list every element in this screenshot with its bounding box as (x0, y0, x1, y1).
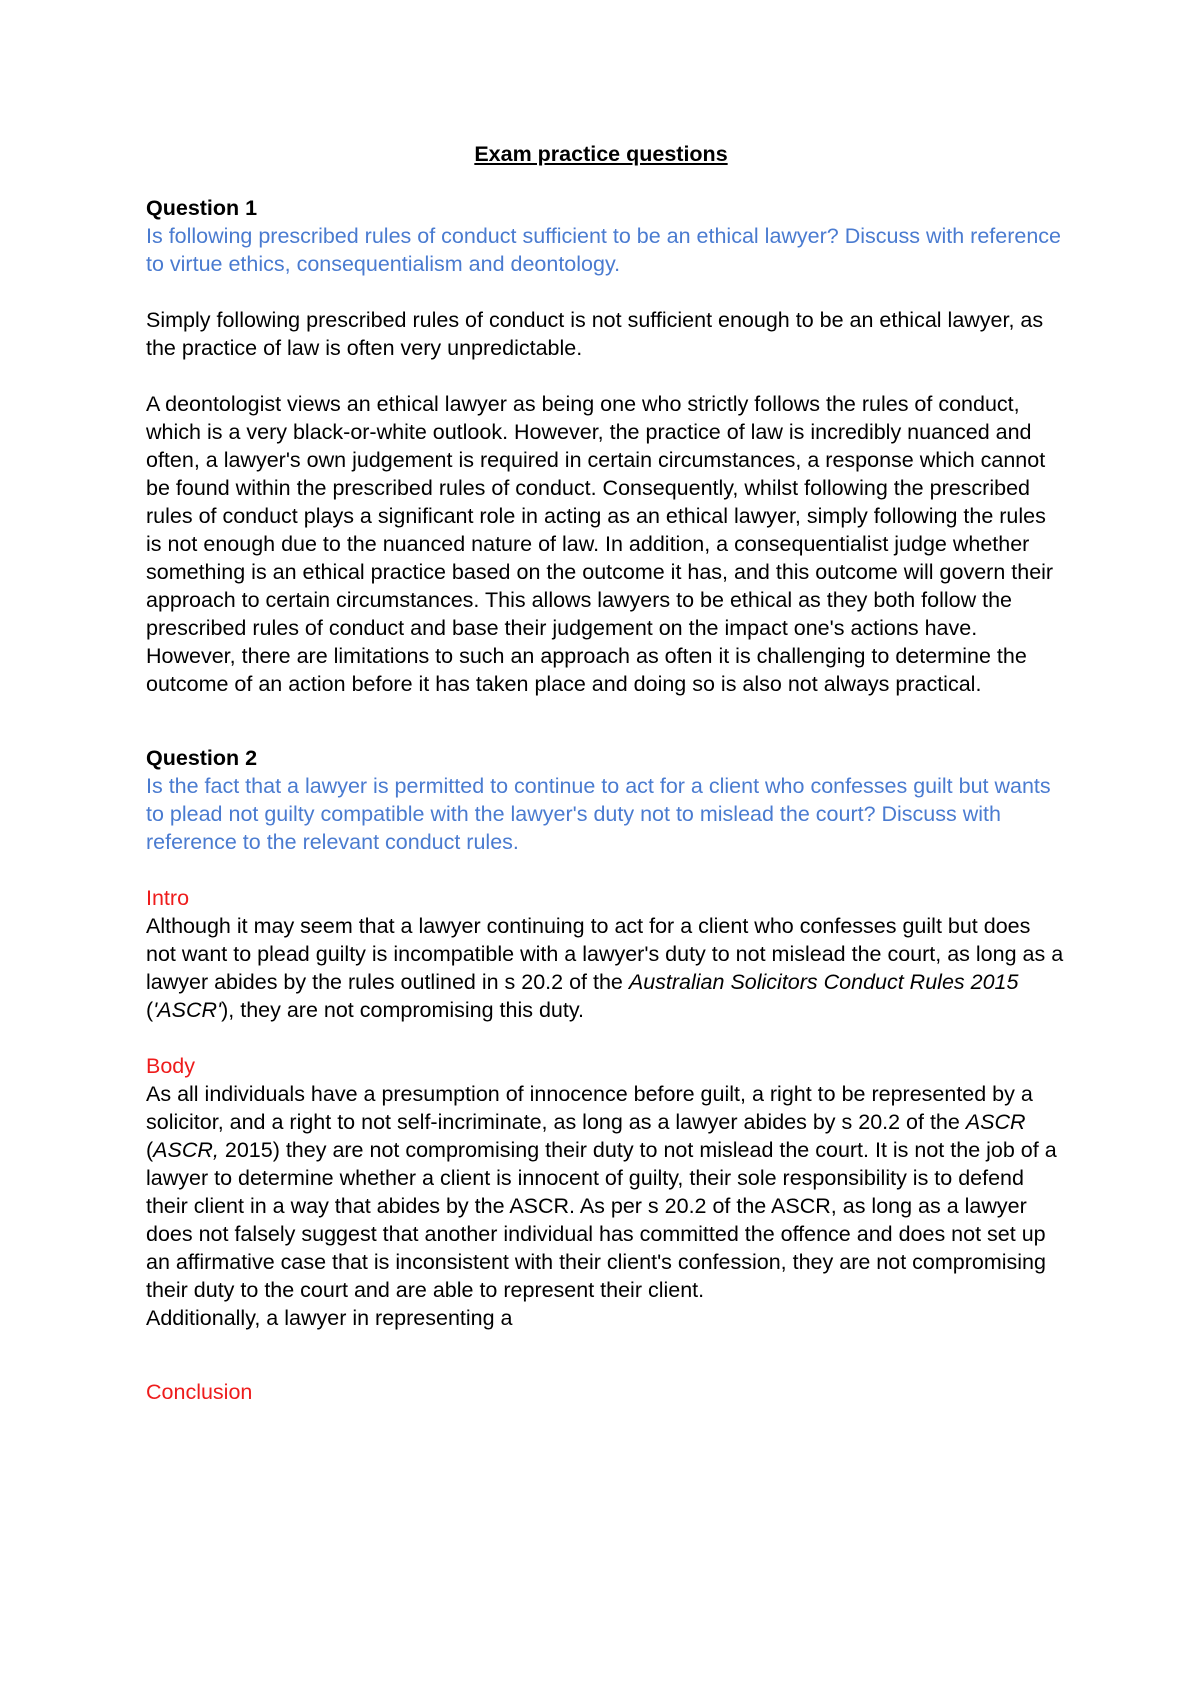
intro-abbreviation: 'ASCR' (153, 998, 222, 1022)
question-1-paragraph-2: A deontologist views an ethical lawyer as being one who strictly follows the rules of conduct, which is a very black-or-white outlook. However, the practice of law is incredibly nuanced and often, a lawyer's own judgement is required in certain circumstances, a response which cannot be found within the prescribed rules of conduct. Consequently, whilst following the prescribed rules of conduct plays a significant role in acting as an ethical lawyer, simply following the rules is not enough due to the nuanced nature of law. In addition, a consequentialist judge whether something is an ethical practice based on the outcome it has, and this outcome will govern their approach to certain circumstances. This allows lawyers to be ethical as they both follow the prescribed rules of conduct and base their judgement on the impact one's actions have. However, there are limitations to such an approach as often it is challenging to determine the outcome of an action before it has taken place and doing so is also not always practical. (146, 392, 1054, 696)
intro-text-3: ), they are not compromising this duty. (221, 998, 584, 1022)
body-text-1: As all individuals have a presumption of innocence before guilt, a right to be represented by a solicitor, and a right to not self-incriminate, as long as a lawyer abides by s 20.2 of the (146, 1082, 1033, 1134)
body-act-abbrev-1: ASCR (965, 1110, 1026, 1134)
body-paragraph (146, 1080, 1066, 1304)
question-2-section (146, 744, 1066, 1406)
question-2-heading: Question 2 (146, 746, 258, 770)
question-1-prompt: Is following prescribed rules of conduct sufficient to be an ethical lawyer? Discuss with reference to virtue ethics, consequentialism and deontology. (146, 224, 1061, 276)
intro-text-2: ( (146, 998, 154, 1022)
intro-act-name: Australian Solicitors Conduct Rules 2015 (628, 970, 1019, 994)
body-act-abbrev-2: ASCR, (153, 1138, 219, 1162)
question-1-paragraph-1: Simply following prescribed rules of conduct is not sufficient enough to be an ethical lawyer, as the practice of law is often very unpredictable. (146, 308, 1044, 360)
body-unfinished-line: Additionally, a lawyer in representing a (146, 1306, 513, 1330)
intro-paragraph (146, 912, 1066, 1024)
conclusion-label: Conclusion (146, 1380, 253, 1404)
body-text-3: 2015) they are not compromising their duty to not mislead the court. It is not the job of a lawyer to determine whether a client is innocent of guilty, their sole responsibility is to defend their client in a way that abides by the ASCR. As per s 20.2 of the ASCR, as long as a lawyer does not falsely suggest that another individual has committed the offence and does not set up an affirmative case that is inconsistent with their client's confession, they are not compromising their duty to the court and are able to represent their client. (146, 1138, 1057, 1302)
intro-text-1: Although it may seem that a lawyer continuing to act for a client who confesses guilt but does not want to plead guilty is incompatible with a lawyer's duty to not mislead the court, as long as a lawyer abides by the rules outlined in s 20.2 of the (146, 914, 1064, 994)
document-title: Exam practice questions (474, 142, 728, 166)
question-2-prompt: Is the fact that a lawyer is permitted to continue to act for a client who confesses guilt but wants to plead not guilty compatible with the lawyer's duty not to mislead the court? Discuss with reference to the relevant conduct rules. (146, 774, 1051, 854)
question-1-heading: Question 1 (146, 196, 258, 220)
body-text-2: ( (146, 1138, 154, 1162)
intro-label: Intro (146, 886, 190, 910)
question-1-section (146, 194, 1066, 698)
document-page (146, 140, 1066, 1406)
body-label: Body (146, 1054, 196, 1078)
